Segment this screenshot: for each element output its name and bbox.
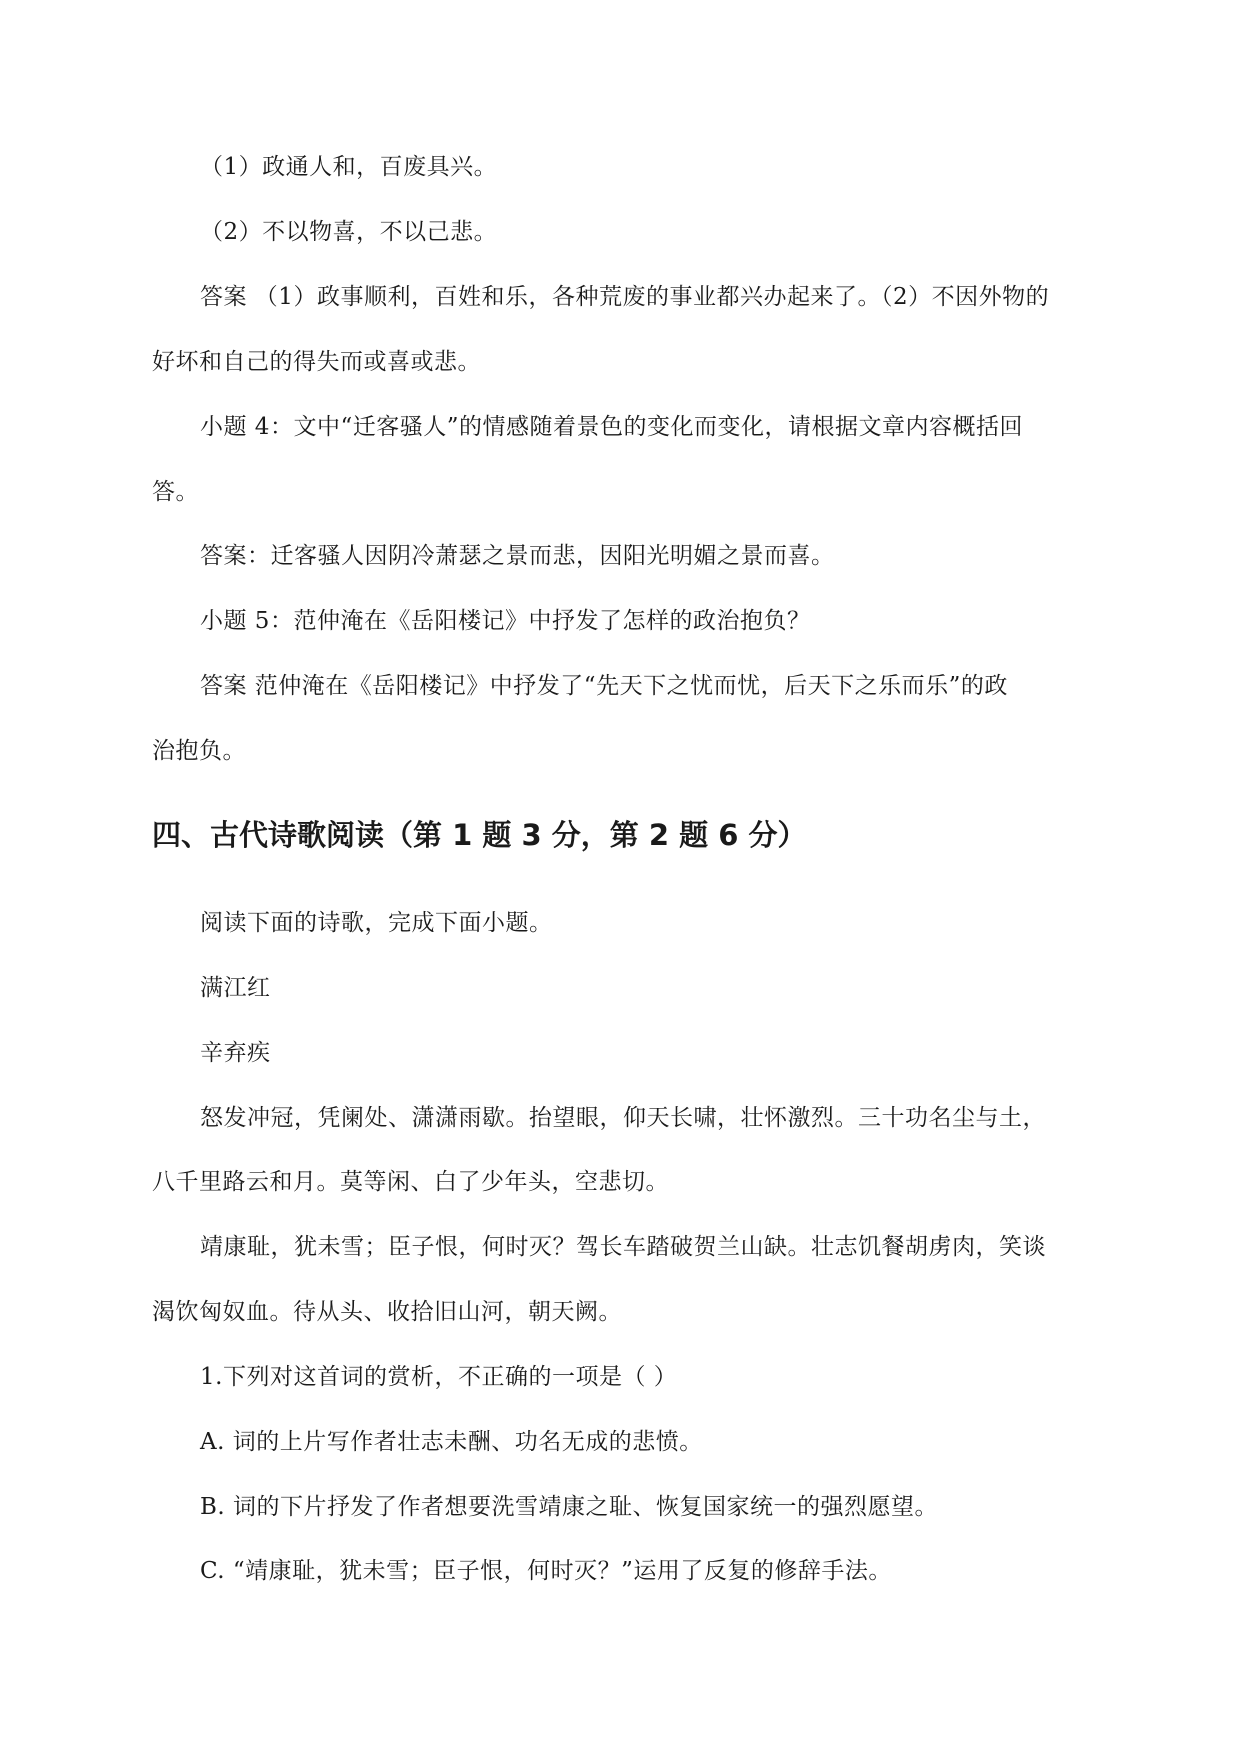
question-4-line-2: 答。 (152, 479, 199, 505)
translation-item-1: （1）政通人和，百废具兴。 (200, 154, 498, 180)
answer-5-line-2: 治抱负。 (152, 738, 246, 764)
poem-title: 满江红 (200, 975, 271, 1001)
option-c: C. “靖康耻，犹未雪；臣子恨，何时灭？”运用了反复的修辞手法。 (200, 1558, 892, 1584)
answer-3-line-2: 好坏和自己的得失而或喜或悲。 (152, 349, 481, 375)
answer-3-line-1: 答案 （1）政事顺利，百姓和乐，各种荒废的事业都兴办起来了。（2）不因外物的 (200, 284, 1050, 310)
translation-item-2: （2）不以物喜，不以己悲。 (200, 219, 498, 245)
reading-instruction: 阅读下面的诗歌，完成下面小题。 (200, 910, 553, 936)
poem-stanza-1-line-2: 八千里路云和月。莫等闲、白了少年头，空悲切。 (152, 1169, 669, 1195)
poem-stanza-1-line-1: 怒发冲冠，凭阑处、潇潇雨歇。抬望眼，仰天长啸，壮怀激烈。三十功名尘与土， (200, 1105, 1046, 1131)
answer-5-line-1: 答案 范仲淹在《岳阳楼记》中抒发了“先天下之忧而忧，后天下之乐而乐”的政 (200, 673, 1008, 699)
option-b: B. 词的下片抒发了作者想要洗雪靖康之耻、恢复国家统一的强烈愿望。 (200, 1494, 939, 1520)
poem-stanza-2-line-2: 渴饮匈奴血。待从头、收拾旧山河，朝天阙。 (152, 1299, 622, 1325)
option-a: A. 词的上片写作者壮志未酬、功名无成的悲愤。 (200, 1429, 703, 1455)
poem-author: 辛弃疾 (200, 1040, 271, 1066)
section-heading: 四、古代诗歌阅读（第 1 题 3 分，第 2 题 6 分） (152, 818, 807, 852)
answer-4: 答案：迁客骚人因阴冷萧瑟之景而悲，因阳光明媚之景而喜。 (200, 543, 835, 569)
question-1: 1.下列对这首词的赏析，不正确的一项是（ ） (200, 1364, 678, 1390)
poem-stanza-2-line-1: 靖康耻，犹未雪；臣子恨，何时灭？驾长车踏破贺兰山缺。壮志饥餐胡虏肉，笑谈 (200, 1234, 1046, 1260)
question-5: 小题 5：范仲淹在《岳阳楼记》中抒发了怎样的政治抱负？ (200, 608, 811, 634)
question-4-line-1: 小题 4：文中“迁客骚人”的情感随着景色的变化而变化，请根据文章内容概括回 (200, 414, 1023, 440)
